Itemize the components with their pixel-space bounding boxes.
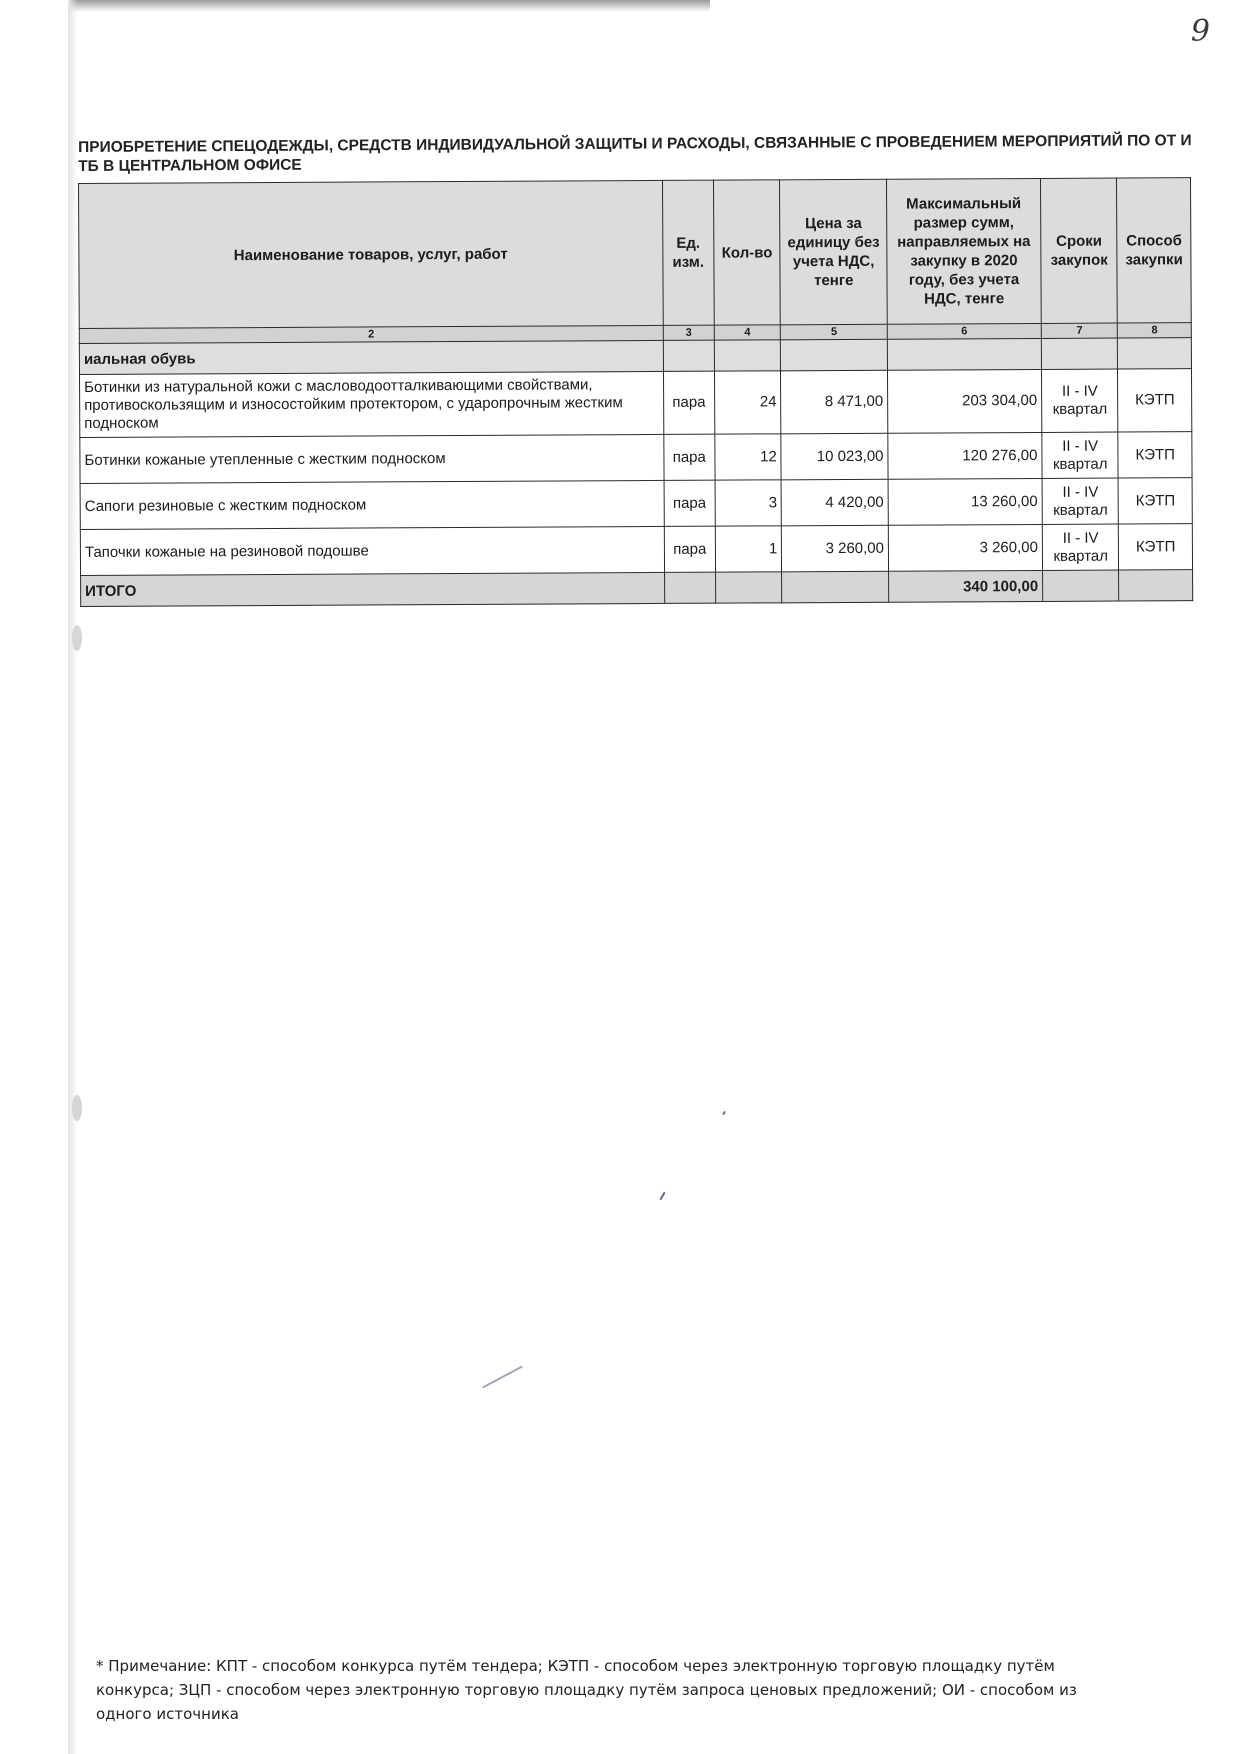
scan-shadow-left [68,0,78,1754]
page-number: 9 [1190,14,1210,49]
total-label: ИТОГО [81,572,665,606]
item-unit: пара [664,480,716,526]
item-qty: 3 [715,480,782,526]
item-qty: 1 [715,526,782,572]
table-header-row [79,178,1192,329]
item-price: 3 260,00 [782,525,889,572]
header-name: Наименование товаров, услуг, работ [79,180,663,328]
item-name: Ботинки из натуральной кожи с масловодоотталкивающими свойствами, противоскользящим и износостойким протектором, с ударопрочным жестким подноском [80,371,664,437]
item-method: КЭТП [1119,524,1193,570]
table-row [80,369,1192,438]
document-title: ПРИОБРЕТЕНИЕ СПЕЦОДЕЖДЫ, СРЕДСТВ ИНДИВИДУАЛЬНОЙ ЗАЩИТЫ И РАСХОДЫ, СВЯЗАННЫЕ С ПРОВЕДЕНИЕМ МЕРОПРИЯТИЙ ПО ОТ И ТБ В ЦЕНТРАЛЬНОМ ОФИСЕ [78,132,1192,175]
header-sum: Максимальный размер сумм, направляемых на закупку в 2020 году, без учета НДС, тенге [887,178,1042,324]
column-number: 6 [887,323,1041,339]
header-unit: Ед. изм. [662,180,714,325]
item-unit: пара [664,526,716,572]
item-price: 4 420,00 [781,479,888,526]
table-row [80,478,1192,530]
item-unit: пара [663,371,715,434]
total-row [81,570,1193,607]
item-method: КЭТП [1119,478,1193,524]
table-row [80,524,1192,576]
item-name: Ботинки кожаные утепленные с жестким подноском [80,434,664,483]
item-name: Тапочки кожаные на резиновой подошве [80,526,664,575]
total-sum: 340 100,00 [889,570,1043,602]
column-number: 4 [714,325,780,340]
item-sum: 3 260,00 [888,524,1042,571]
procurement-table [78,177,1193,607]
stray-pen-mark [482,1366,523,1389]
header-term: Сроки закупок [1041,178,1118,323]
item-name: Сапоги резиновые с жестким подноском [80,480,664,529]
item-qty: 12 [715,434,782,480]
header-price: Цена за единицу без учета НДС, тенге [780,179,887,325]
stray-pen-mark [659,1192,665,1201]
item-qty: 24 [714,371,781,434]
item-method: КЭТП [1118,369,1192,432]
punch-hole [72,1095,82,1121]
item-price: 8 471,00 [781,370,888,434]
column-number: 5 [781,324,888,340]
item-method: КЭТП [1118,432,1192,478]
item-sum: 120 276,00 [888,432,1042,479]
item-sum: 203 304,00 [888,369,1042,433]
item-term: II - IV квартал [1042,369,1119,432]
column-number: 2 [79,325,663,343]
stray-pen-mark [722,1111,726,1115]
item-price: 10 023,00 [781,433,888,480]
item-sum: 13 260,00 [888,478,1042,525]
scan-shadow-top [70,0,710,12]
header-method: Способ закупки [1117,178,1191,323]
column-number: 8 [1118,323,1192,338]
item-term: II - IV квартал [1042,432,1119,478]
item-term: II - IV квартал [1042,478,1119,524]
table-row [80,432,1192,484]
item-term: II - IV квартал [1042,524,1119,570]
column-number: 3 [663,325,714,340]
punch-hole [72,625,82,651]
header-qty: Кол-во [713,180,780,325]
section-title: иальная обувь [79,340,663,374]
item-unit: пара [663,434,715,480]
footnote: * Примечание: КПТ - способом конкурса путём тендера; КЭТП - способом через электронную торговую площадку путём конкурса; ЗЦП - способом через электронную торговую площадку путём запроса ценовых предложений; ОИ - способом из одного источника [96,1657,1077,1723]
column-number: 7 [1041,323,1118,338]
